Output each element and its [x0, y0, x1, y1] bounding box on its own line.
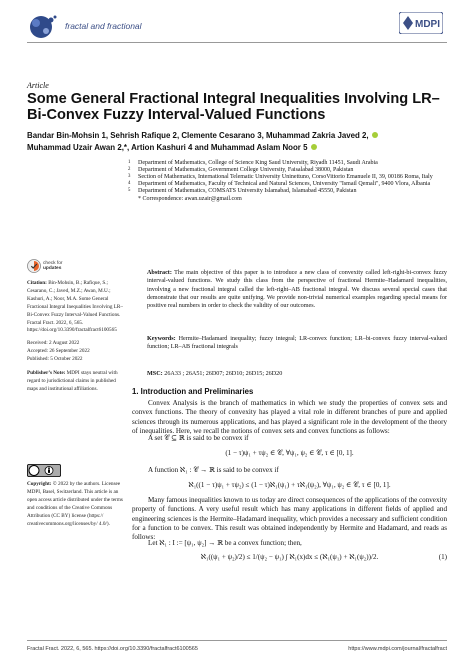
copyright-block [27, 481, 127, 528]
citation-label: Citation: [27, 280, 47, 286]
section-title: 1. Introduction and Preliminaries [132, 387, 254, 396]
check-for-updates-button[interactable] [27, 259, 62, 273]
publisher-note-label: Publisher’s Note: [27, 370, 66, 376]
published-date: Published: 5 October 2022 [27, 355, 83, 362]
correspondence: * Correspondence: awan.uzair@gmail.com [138, 196, 242, 202]
affiliation-2: 2 Department of Mathematics, Government College University, Faisalabad 38000, Pakistan [128, 167, 354, 173]
cc-by-license-icon[interactable] [27, 464, 61, 477]
affiliation-1: 1 Department of Mathematics, College of Science King Saud University, Riyadh 11451, Saudi Arabia [128, 160, 378, 166]
paragraph-5: Let ℵ₁ : I := [ψ₁, ψ₂] → ℝ be a convex function; then, [148, 539, 302, 547]
affiliations [128, 160, 448, 203]
keywords-text: Hermite–Hadamard inequality; fuzzy integral; LR-convex function; LR–bi-convex fuzzy interval-valued function; LR–AB fractional integrals [147, 336, 447, 351]
footer-journal-link[interactable]: https://www.mdpi.com/journal/fractalfract [348, 646, 447, 652]
author-list [27, 130, 447, 154]
check-updates-icon [27, 259, 41, 273]
publisher-note-text: MDPI stays neutral with regard to jurisdictional claims in published maps and institutional affiliations. [27, 370, 118, 392]
citation-text: Bin-Mohsin, B.; Rafique, S.; Cesarano, C.; Javed, M.Z.; Awan, M.U.; Kashuri, A.; Noor, M.A. Some General Fractional Integral Inequalities Involving LR–Bi-Convex Fuzzy Interval-Valued Functions. Fractal Fract. 2022, 6, 565. https://doi.org/10.3390/fractalfract6100565 [27, 280, 123, 334]
affiliation-5: 5 Department of Mathematics, COMSATS University Islamabad, Islamabad 45550, Pakistan [128, 188, 357, 194]
article-type: Article [27, 81, 49, 90]
check-updates-line-1: check for [43, 260, 63, 266]
msc-label: MSC: [147, 371, 163, 377]
copyright-text: © 2022 by the authors. Licensee MDPI, Basel, Switzerland. This article is an open access article distributed under the terms and conditions of the Creative Commons Attribution (CC BY) license (https:// creativecommons.org/licenses/by/ 4.0/). [27, 481, 123, 527]
paragraph-3: A function ℵ₁ : 𝒞 → ℝ is said to be convex if [148, 466, 279, 474]
authors-line-2: Muhammad Uzair Awan 2,*, Artion Kashuri 4 and Muhammad Aslam Noor 5 [27, 143, 308, 152]
footer-divider [27, 640, 447, 641]
equation-convex-set: (1 − τ)ψ₁ + τψ₂ ∈ 𝒞, ∀ψ₁, ψ₂ ∈ 𝒞, τ ∈ [0, 1]. [225, 449, 354, 457]
msc-text: 26A33 ; 26A51; 26D07; 26D10; 26D15; 26D20 [164, 371, 283, 377]
check-updates-line-2: updates [43, 266, 62, 271]
accepted-date: Accepted: 26 September 2022 [27, 347, 90, 354]
fractal-logo-icon [27, 13, 61, 39]
equation-convex-function: ℵ₁((1 − τ)ψ₁ + τψ₂) ≤ (1 − τ)ℵ₁(ψ₁) + τℵ₁(ψ₂), ∀ψ₁, ψ₂ ∈ 𝒞, τ ∈ [0, 1]. [188, 481, 391, 489]
journal-name: fractal and fractional [65, 21, 142, 31]
copyright-label: Copyright: [27, 481, 52, 487]
orcid-icon[interactable] [372, 132, 378, 138]
msc-codes [147, 370, 447, 378]
header-divider [27, 42, 447, 43]
orcid-icon[interactable] [311, 144, 317, 150]
abstract-label: Abstract: [147, 270, 172, 276]
authors-line-1: Bandar Bin-Mohsin 1, Sehrish Rafique 2, Clemente Cesarano 3, Muhammad Zakria Javed 2, [27, 131, 369, 140]
affiliation-4: 4 Department of Mathematics, Faculty of Technical and Natural Sciences, University "Ismail Qemali", 9400 Vlora, Albania [128, 181, 431, 187]
abstract [147, 269, 447, 310]
abstract-text: The main objective of this paper is to introduce a new class of convexity called left-right-bi-convex fuzzy interval-valued functions. We study this class from the perspective of fractional Hermite–Hadamard inequalities, involving a new fractional integral called the left-right–AB fractional integral. We discuss several special cases that demonstrate that our results are quite unifying. We provide non-trivial numerical examples regarding special means for positive real numbers in order to check the validity of our outcomes. [147, 270, 447, 310]
publisher-name: MDPI [415, 19, 440, 30]
keywords-label: Keywords: [147, 336, 176, 342]
paragraph-1: Convex Analysis is the branch of mathematics in which we study the properties of convex sets and convex functions. The theory of convexity has played a vital role in different branches of pure and applied sciences through its numerous applications, and has played a significant role in the development of the theory of inequalities. Here, we recall the notions of convex sets and convex functions as follows: [132, 399, 447, 435]
hermite-hadamard-formula: ℵ₁((ψ₁ + ψ₂)/2) ≤ 1/(ψ₂ − ψ₁) ∫ ℵ₁(x)dx ≤ (ℵ₁(ψ₁) + ℵ₁(ψ₂))/2. [200, 553, 379, 561]
journal-logo [27, 13, 142, 39]
equation-hermite-hadamard [132, 553, 447, 562]
paragraph-4: Many famous inequalities known to us today are direct consequences of the applications of the convexity property of functions. A very useful result which has many applications in different fields of applied and engineering sciences is the Hermite–Hadamard inequality, which provides a necessary and sufficient condition for a function to be convex. This result was obtained independently by Hermite and Hadamard, and reads as follows: [132, 496, 447, 542]
mdpi-logo [399, 12, 443, 34]
citation-block [27, 280, 127, 335]
footer-citation: Fractal Fract. 2022, 6, 565. https://doi.org/10.3390/fractalfract6100565 [27, 646, 198, 652]
dates-block [27, 340, 127, 364]
keywords [147, 335, 447, 352]
publisher-note [27, 370, 127, 394]
paragraph-2: A set 𝒞 ⊆ ℝ is said to be convex if [148, 434, 249, 442]
received-date: Received: 2 August 2022 [27, 340, 80, 346]
equation-number: (1) [438, 553, 447, 561]
article-title: Some General Fractional Integral Inequalities Involving LR–Bi-Convex Fuzzy Interval-Valued Functions [27, 91, 440, 123]
affiliation-3: 3 Section of Mathematics, International Telematic University Uninettuno, CorsoVittorio Emanuele II, 39, 00186 Roma, Italy [128, 174, 433, 180]
